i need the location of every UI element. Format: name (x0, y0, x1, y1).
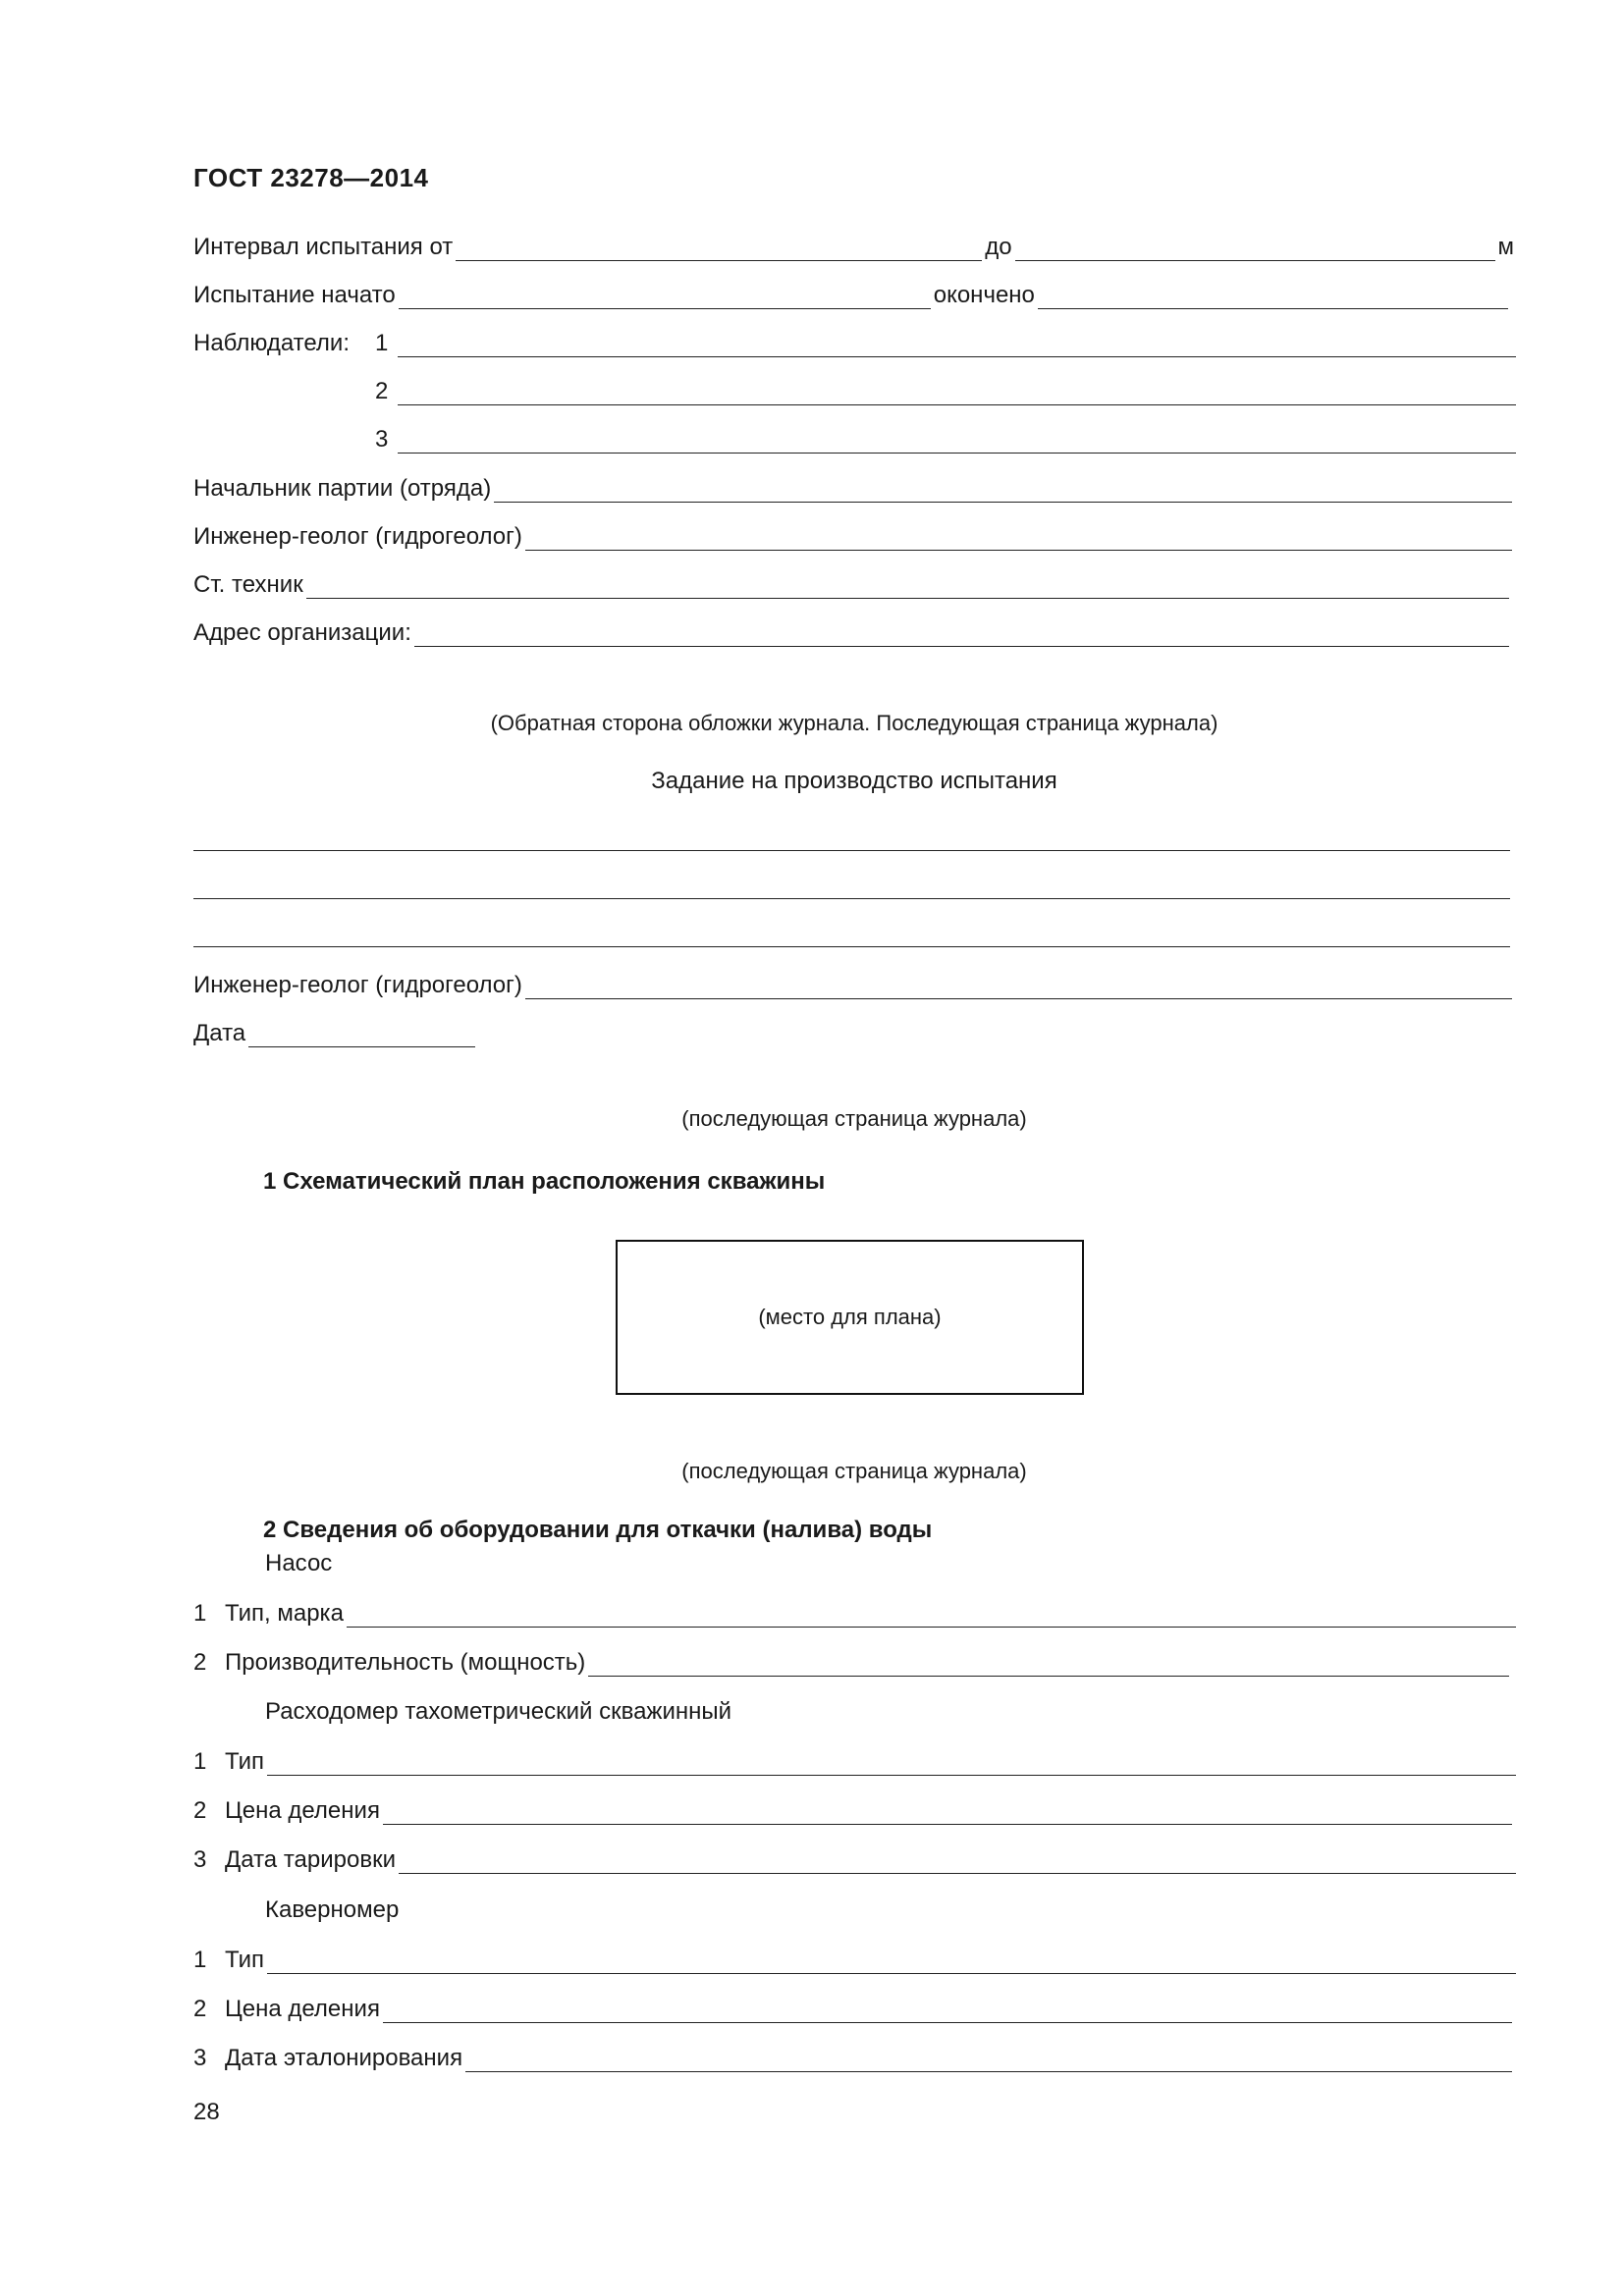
flowmeter-calibration-field[interactable] (399, 1851, 1516, 1874)
item-number: 2 (193, 1996, 207, 2022)
pump-item-1 (193, 1596, 1519, 1628)
observer-field[interactable] (398, 335, 1516, 357)
technician-field[interactable] (306, 576, 1509, 599)
item-label: Цена деления (225, 1996, 380, 2022)
cavernometer-standard-field[interactable] (465, 2050, 1512, 2072)
address-row (193, 615, 1512, 647)
document-code: ГОСТ 23278—2014 (193, 163, 429, 192)
next-page-note: (последующая страница журнала) (681, 1106, 1027, 1131)
address-field[interactable] (414, 624, 1509, 647)
next-page-note: (последующая страница журнала) (681, 1459, 1027, 1483)
task-date-row (193, 1016, 478, 1047)
pump-type-field[interactable] (347, 1605, 1516, 1628)
task-line-2[interactable] (193, 898, 1510, 899)
item-label: Тип (225, 1748, 265, 1775)
cavernometer-type-field[interactable] (267, 1951, 1516, 1974)
task-date-label: Дата (193, 1020, 246, 1046)
technician-label: Ст. техник (193, 571, 303, 598)
plan-box (616, 1240, 1084, 1395)
test-dates-row (193, 278, 1511, 309)
flowmeter-item-1 (193, 1744, 1519, 1776)
cavernometer-title: Каверномер (265, 1896, 400, 1923)
observers-label: Наблюдатели: (193, 330, 350, 356)
chief-label: Начальник партии (отряда) (193, 475, 492, 502)
start-field[interactable] (399, 287, 931, 309)
item-number: 1 (193, 1748, 207, 1775)
task-line-3[interactable] (193, 946, 1510, 947)
observers-row-1 (193, 326, 1519, 357)
pump-item-2 (193, 1645, 1512, 1677)
address-label: Адрес организации: (193, 619, 411, 646)
flowmeter-item-3 (193, 1842, 1519, 1874)
item-label: Тип, марка (225, 1600, 344, 1627)
item-label: Производительность (мощность) (225, 1649, 586, 1676)
item-label: Дата эталонирования (225, 2045, 463, 2071)
cavernometer-item-2 (193, 1992, 1515, 2023)
item-number: 1 (193, 1947, 207, 1973)
observer-number: 1 (375, 330, 389, 356)
chief-row (193, 471, 1515, 503)
engineer-field[interactable] (525, 528, 1512, 551)
observer-field[interactable] (398, 383, 1516, 405)
end-field[interactable] (1038, 287, 1508, 309)
engineer-label: Инженер-геолог (гидрогеолог) (193, 523, 522, 550)
flowmeter-type-field[interactable] (267, 1753, 1516, 1776)
task-line-1[interactable] (193, 850, 1510, 851)
start-label: Испытание начато (193, 282, 396, 308)
interval-unit: м (1497, 234, 1514, 260)
pump-title: Насос (265, 1550, 333, 1576)
task-title: Задание на производство испытания (651, 768, 1057, 794)
observer-field[interactable] (398, 431, 1516, 454)
item-number: 3 (193, 2045, 207, 2071)
page-number: 28 (193, 2099, 220, 2125)
interval-to-field[interactable] (1015, 239, 1495, 261)
item-label: Тип (225, 1947, 265, 1973)
back-cover-note: (Обратная сторона обложки журнала. Последующая страница журнала) (490, 711, 1218, 735)
interval-from-field[interactable] (456, 239, 982, 261)
flowmeter-division-field[interactable] (383, 1802, 1512, 1825)
pump-capacity-field[interactable] (588, 1654, 1509, 1677)
interval-label: Интервал испытания от (193, 234, 454, 260)
item-number: 2 (193, 1797, 207, 1824)
item-label: Дата тарировки (225, 1846, 396, 1873)
interval-to-label: до (985, 234, 1012, 260)
section-2-title: 2 Сведения об оборудовании для откачки (налива) воды (263, 1517, 933, 1543)
item-label: Цена деления (225, 1797, 380, 1824)
engineer-row (193, 519, 1515, 551)
item-number: 1 (193, 1600, 207, 1627)
cavernometer-item-3 (193, 2041, 1515, 2072)
observers-row-3 (375, 422, 1519, 454)
plan-box-label: (место для плана) (758, 1305, 942, 1329)
observer-number: 2 (375, 378, 389, 404)
item-number: 2 (193, 1649, 207, 1676)
task-engineer-row (193, 968, 1515, 999)
chief-field[interactable] (494, 480, 1512, 503)
technician-row (193, 567, 1512, 599)
cavernometer-item-1 (193, 1943, 1519, 1974)
observers-row-2 (375, 374, 1519, 405)
interval-row (193, 230, 1514, 261)
task-engineer-label: Инженер-геолог (гидрогеолог) (193, 972, 522, 998)
observer-number: 3 (375, 426, 389, 453)
task-date-field[interactable] (248, 1025, 475, 1047)
flowmeter-title: Расходомер тахометрический скважинный (265, 1698, 732, 1725)
item-number: 3 (193, 1846, 207, 1873)
cavernometer-division-field[interactable] (383, 2001, 1512, 2023)
end-label: окончено (933, 282, 1035, 308)
flowmeter-item-2 (193, 1793, 1515, 1825)
section-1-title: 1 Схематический план расположения скважины (263, 1168, 826, 1195)
task-engineer-field[interactable] (525, 977, 1512, 999)
